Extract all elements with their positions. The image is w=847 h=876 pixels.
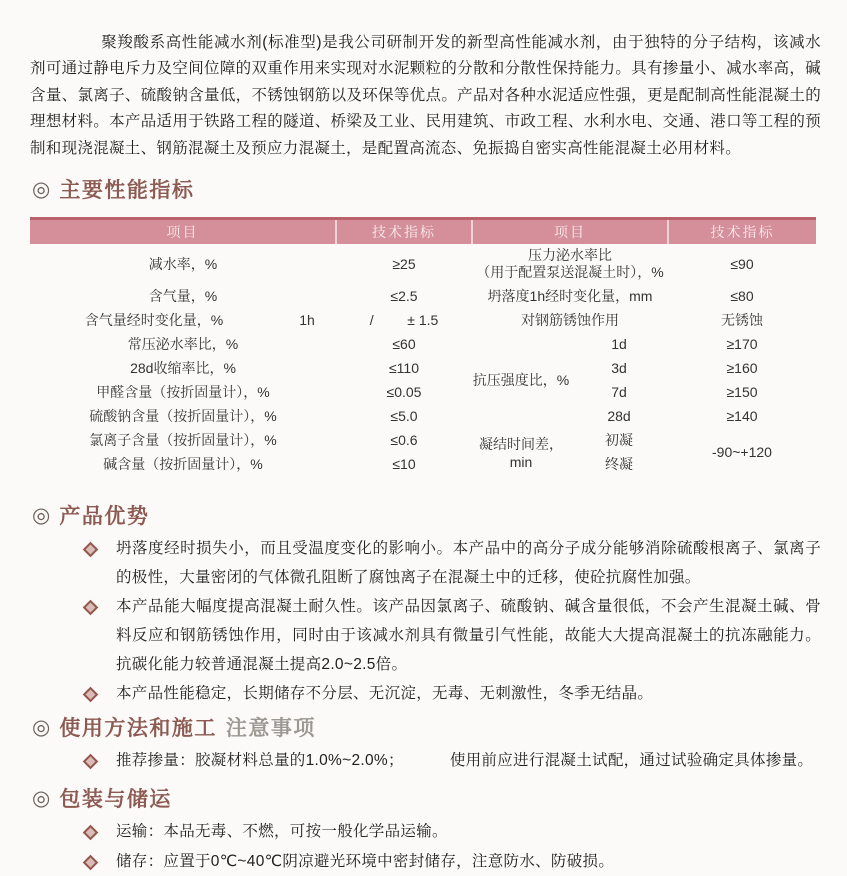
diamond-bullet-icon xyxy=(83,825,99,841)
table-cell: ≤60 xyxy=(392,336,416,353)
list-item xyxy=(85,534,821,592)
table-cell: 氯离子含量（按折固量计），% xyxy=(89,432,277,449)
dosage-text: 推荐掺量：胶凝材料总量的1.0%~2.0%； xyxy=(116,752,404,770)
list-item xyxy=(85,592,821,679)
table-row xyxy=(30,428,816,452)
diamond-bullet-icon xyxy=(83,542,99,558)
list-item xyxy=(85,817,821,846)
table-cell: ≤0.05 xyxy=(386,384,422,401)
cell-label: 含气量经时变化量，% xyxy=(84,312,224,329)
section-heading-usage xyxy=(32,714,821,740)
table-cell xyxy=(472,244,668,284)
table-cell: ≤80 xyxy=(730,288,754,305)
section-title-usage: 使用方法和施工 xyxy=(59,717,217,741)
section-heading-advantages xyxy=(32,502,821,528)
table-row xyxy=(30,308,816,332)
cell-line: （用于配置泵送混凝土时），% xyxy=(476,264,664,281)
table-cell: ≥140 xyxy=(726,408,758,425)
table-cell: 初凝 xyxy=(605,432,633,449)
section-marker-icon: ◎ xyxy=(32,786,51,810)
diamond-bullet-icon xyxy=(83,855,99,871)
intro-paragraph: 聚羧酸系高性能减水剂(标准型)是我公司研制开发的新型高性能减水剂，由于独特的分子结构，该减水剂可通过静电斥力及空间位障的双重作用来实现对水泥颗粒的分散和分散性保持能力。具有掺量小、减水率高，碱含量、氯离子、硫酸钠含量低，不锈蚀钢筋以及环保等优点。产品对各种水泥适应性强，更是配制高性能混凝土的理想材料。本产品适用于铁路工程的隧道、桥梁及工业、民用建筑、市政工程、水利水电、交通、港口等工程的预制和现浇混凝土、钢筋混凝土及预应力混凝土，是配置高流态、免振捣自密实高性能混凝土必用材料。 xyxy=(30,34,821,157)
table-cell: ≥150 xyxy=(726,384,758,401)
list-item xyxy=(85,746,821,775)
table-cell: 28d xyxy=(607,408,631,425)
table-cell: 1d xyxy=(611,336,627,353)
diamond-bullet-icon xyxy=(83,754,99,770)
table-cell: 对钢筋锈蚀作用 xyxy=(521,312,619,329)
table-cell: ≤90 xyxy=(730,256,754,273)
list-item xyxy=(85,847,821,876)
section-marker-icon: ◎ xyxy=(32,715,51,739)
table-row xyxy=(30,380,816,404)
table-cell: ≥170 xyxy=(726,336,758,353)
table-cell xyxy=(30,308,336,332)
table-row xyxy=(30,332,816,356)
list-item xyxy=(85,679,821,708)
table-cell: 28d收缩率比，% xyxy=(130,360,236,377)
table-row xyxy=(30,244,816,284)
table-cell: 碱含量（按折固量计），% xyxy=(103,456,263,473)
bullet-text: 运输：本品无毒、不燃，可按一般化学品运输。 xyxy=(116,823,448,841)
table-cell: ≥25 xyxy=(392,256,416,273)
table-cell: ≥160 xyxy=(726,360,758,377)
table-header-item-right: 项目 xyxy=(472,219,668,245)
diamond-bullet-icon xyxy=(83,600,99,616)
table-cell: 甲醛含量（按折固量计），% xyxy=(96,384,270,401)
advantages-list xyxy=(30,534,821,708)
bullet-text xyxy=(116,746,821,775)
table-cell: 坍落度1h经时变化量，mm xyxy=(487,288,653,305)
performance-table xyxy=(30,217,816,476)
packing-list xyxy=(30,817,821,876)
diamond-bullet-icon xyxy=(83,687,99,703)
section-title-performance: 主要性能指标 xyxy=(59,179,195,203)
table-row xyxy=(30,284,816,308)
section-heading-performance xyxy=(32,176,821,202)
table-cell: 7d xyxy=(611,384,627,401)
table-header-indicator-right: 技术指标 xyxy=(668,219,816,245)
table-cell-group: 凝结时间差，min xyxy=(479,436,563,471)
table-cell: -90~+120 xyxy=(712,444,772,461)
bullet-text: 本产品能大幅度提高混凝土耐久性。该产品因氯离子、硫酸钠、碱含量很低，不会产生混凝土碱、骨料反应和钢筋锈蚀作用，同时由于该减水剂具有微量引气性能，故能大大提高混凝土的抗冻融能力。抗碳化能力较普通混凝土提高2.0~2.5倍。 xyxy=(116,598,821,674)
table-row xyxy=(30,404,816,428)
section-title-packing: 包装与储运 xyxy=(59,788,172,812)
table-header-indicator-left: 技术指标 xyxy=(336,219,472,245)
section-title-advantages: 产品优势 xyxy=(59,505,150,529)
table-cell: 无锈蚀 xyxy=(721,312,763,329)
table-row xyxy=(30,356,816,380)
table-cell: ≤5.0 xyxy=(390,408,418,425)
cell-line: 压力泌水率比 xyxy=(528,247,612,264)
table-cell: 常压泌水率比，% xyxy=(127,336,239,353)
bullet-text: 坍落度经时损失小，而且受温度变化的影响小。本产品中的高分子成分能够消除硫酸根离子、氯离子的极性，大量密闭的气体微孔阻断了腐蚀离子在混凝土中的迁移，使砼抗腐性加强。 xyxy=(116,540,821,587)
bullet-text: 本产品性能稳定，长期储存不分层、无沉淀，无毒、无刺激性，冬季无结晶。 xyxy=(116,685,654,703)
table-cell: 含气量，% xyxy=(148,288,218,305)
table-header-item-left: 项目 xyxy=(30,219,336,245)
table-cell-group: 抗压强度比，% xyxy=(472,372,570,389)
table-cell: 减水率，% xyxy=(148,256,218,273)
section-heading-packing xyxy=(32,785,821,811)
table-cell: ≤10 xyxy=(392,456,416,473)
table-cell: 硫酸钠含量（按折固量计），% xyxy=(89,408,277,425)
table-cell: ≤110 xyxy=(388,360,419,377)
table-cell xyxy=(336,308,472,332)
table-cell: 3d xyxy=(611,360,627,377)
bullet-text: 储存：应置于0℃~40℃阴凉避光环境中密封储存，注意防水、防破损。 xyxy=(116,853,615,871)
cell-sublabel: 1h xyxy=(299,312,315,329)
cell-value-b: ± 1.5 xyxy=(407,312,439,329)
usage-note-text: 使用前应进行混凝土试配，通过试验确定具体掺量。 xyxy=(449,752,814,770)
section-title-usage-secondary: 注意事项 xyxy=(225,717,316,741)
table-header-row xyxy=(30,219,816,245)
usage-list xyxy=(30,746,821,775)
table-cell: ≤2.5 xyxy=(390,288,418,305)
section-marker-icon: ◎ xyxy=(32,177,51,201)
section-marker-icon: ◎ xyxy=(32,503,51,527)
table-cell: 终凝 xyxy=(605,456,633,473)
table-cell: ≤0.6 xyxy=(390,432,418,449)
cell-value-a: / xyxy=(369,312,374,329)
